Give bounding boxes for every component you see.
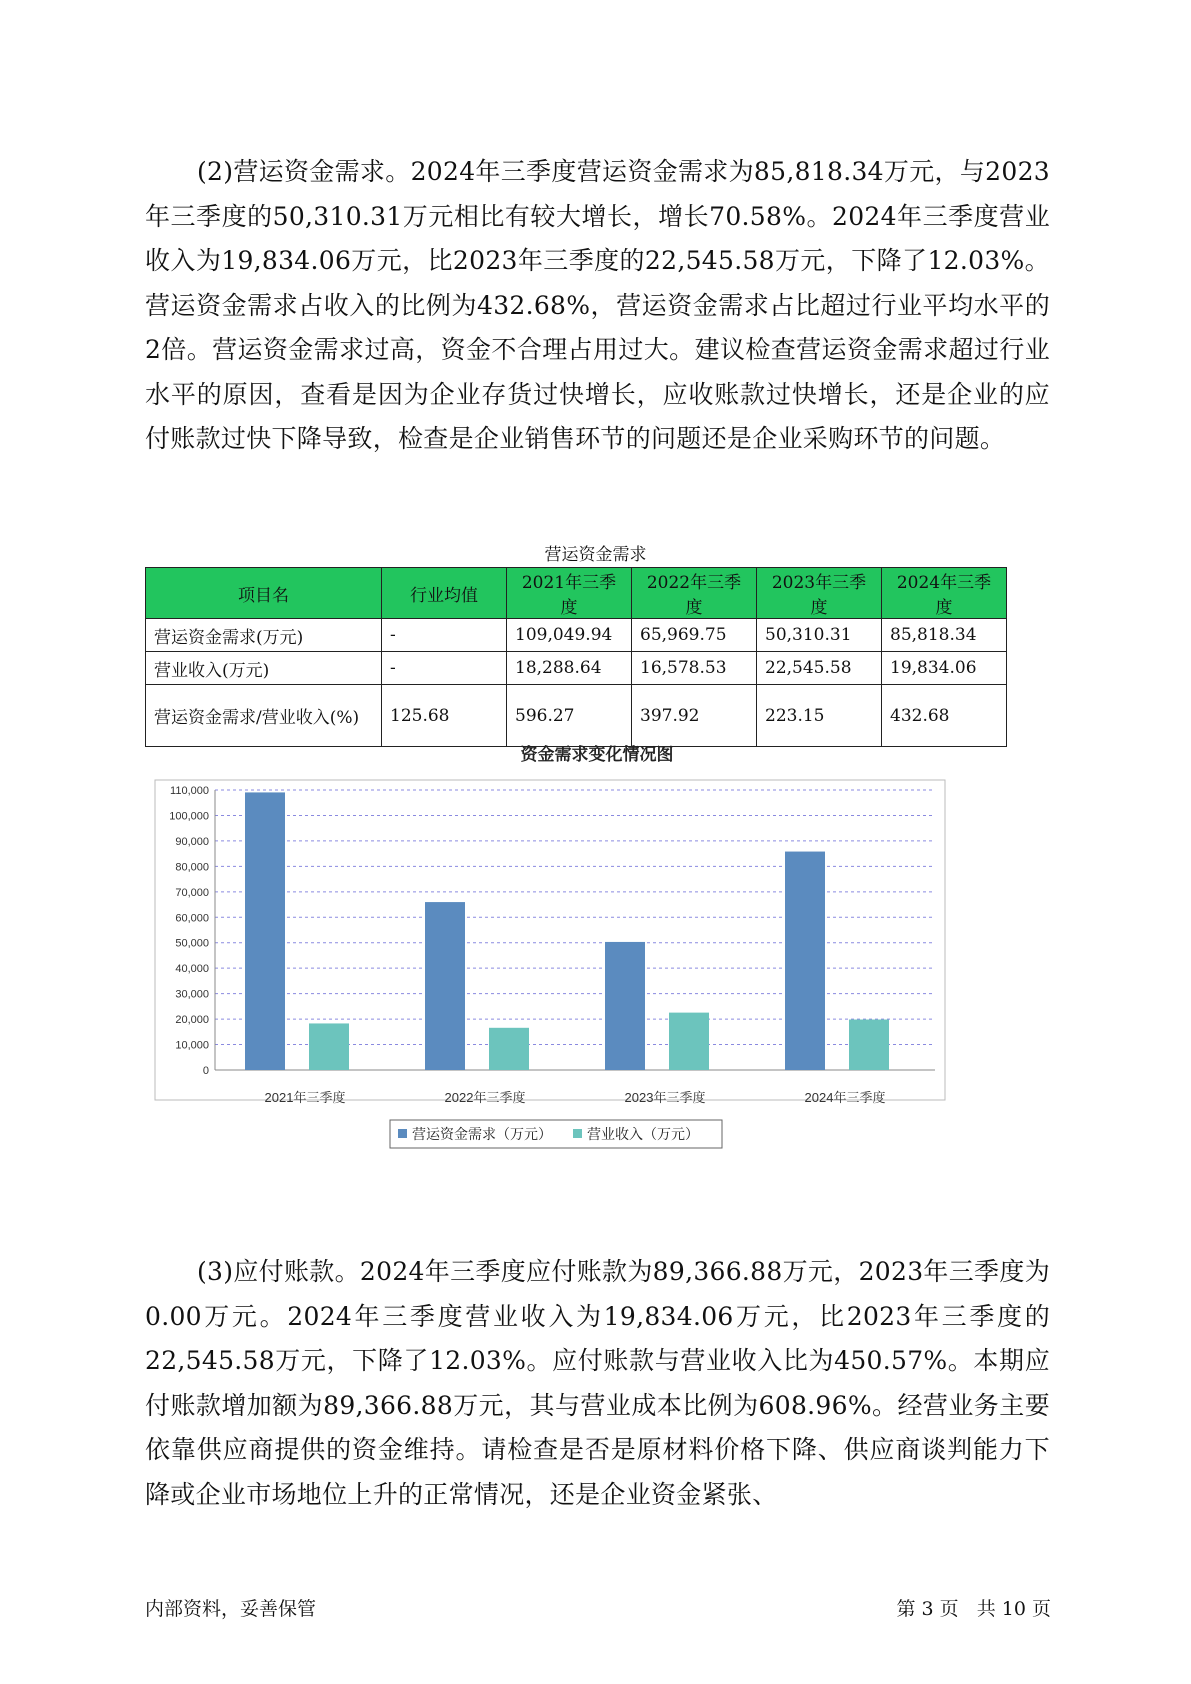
table-cell: 22,545.58 — [757, 652, 882, 685]
table-cell: 397.92 — [632, 685, 757, 747]
table-cell: 125.68 — [382, 685, 507, 747]
table-cell: 16,578.53 — [632, 652, 757, 685]
y-tick-label: 40,000 — [175, 963, 209, 976]
bar — [785, 852, 825, 1070]
legend-swatch — [398, 1129, 407, 1138]
table-header-cell: 行业均值 — [382, 568, 507, 619]
table-cell: 19,834.06 — [882, 652, 1007, 685]
y-tick-label: 30,000 — [175, 988, 209, 1001]
table-cell: 18,288.64 — [507, 652, 632, 685]
bar — [489, 1028, 529, 1070]
x-tick-label: 2023年三季度 — [624, 1090, 706, 1105]
table-cell: 596.27 — [507, 685, 632, 747]
legend-label: 营业收入（万元） — [587, 1126, 699, 1142]
table-row — [146, 685, 1007, 747]
chart-title: 资金需求变化情况图 — [520, 745, 674, 764]
bar — [425, 902, 465, 1070]
paragraph-working-capital: (2)营运资金需求。2024年三季度营运资金需求为85,818.34万元，与2023年三季度的50,310.31万元相比有较大增长，增长70.58%。2024年三季度营业收入为19,834.06万元，比2023年三季度的22,545.58万元，下降了12.03%。营运资金需求占收入的比例为432.68%，营运资金需求占比超过行业平均水平的2倍。营运资金需求过高，资金不合理占用过大。建议检查营运资金需求超过行业水平的原因，查看是因为企业存货过快增长，应收账款过快增长，还是企业的应付账款过快下降导致，检查是企业销售环节的问题还是企业采购环节的问题。 — [145, 157, 1050, 453]
table-cell: 65,969.75 — [632, 619, 757, 652]
y-tick-label: 60,000 — [175, 912, 209, 925]
table-row — [146, 652, 1007, 685]
working-capital-table — [145, 567, 1007, 747]
y-tick-label: 50,000 — [175, 937, 209, 950]
table-cell: 223.15 — [757, 685, 882, 747]
bar — [849, 1020, 889, 1070]
y-tick-label: 0 — [202, 1065, 209, 1077]
y-tick-label: 20,000 — [175, 1014, 209, 1027]
x-tick-label: 2021年三季度 — [264, 1090, 346, 1105]
table-cell: - — [382, 652, 507, 685]
y-tick-label: 110,000 — [170, 785, 209, 797]
table-cell: 85,818.34 — [882, 619, 1007, 652]
table-header-cell: 2021年三季度 — [507, 568, 632, 619]
bar — [605, 942, 645, 1070]
chart-svg — [145, 745, 1050, 1240]
table-cell: 营运资金需求/营业收入(%) — [146, 685, 382, 747]
footer-page-number: 第 3 页 共 10 页 — [896, 1598, 1051, 1620]
footer-confidential-note: 内部资料，妥善保管 — [145, 1598, 317, 1620]
paragraph-accounts-payable: (3)应付账款。2024年三季度应付账款为89,366.88万元，2023年三季度为0.00万元。2024年三季度营业收入为19,834.06万元，比2023年三季度的22,545.58万元，下降了12.03%。应付账款与营业收入比为450.57%。本期应付账款增加额为89,366.88万元，其与营业成本比例为608.96%。经营业务主要依靠供应商提供的资金维持。请检查是否是原材料价格下降、供应商谈判能力下降或企业市场地位上升的正常情况，还是企业资金紧张、 — [145, 1257, 1050, 1509]
bar — [245, 792, 285, 1070]
table-header-cell: 2023年三季度 — [757, 568, 882, 619]
table-header-cell: 2024年三季度 — [882, 568, 1007, 619]
table-cell: 营运资金需求(万元) — [146, 619, 382, 652]
x-tick-label: 2022年三季度 — [444, 1090, 526, 1105]
table-cell: 109,049.94 — [507, 619, 632, 652]
y-tick-label: 10,000 — [175, 1039, 209, 1052]
table-cell: 432.68 — [882, 685, 1007, 747]
legend-label: 营运资金需求（万元） — [412, 1126, 552, 1142]
bar — [669, 1013, 709, 1070]
table-header-cell: 2022年三季度 — [632, 568, 757, 619]
y-tick-label: 100,000 — [169, 810, 209, 823]
y-tick-label: 80,000 — [175, 861, 209, 874]
table-header-row — [146, 568, 1007, 619]
x-tick-label: 2024年三季度 — [804, 1090, 886, 1105]
table-title: 营运资金需求 — [544, 545, 647, 565]
legend-swatch — [573, 1129, 582, 1138]
bar — [309, 1023, 349, 1070]
table-cell: 50,310.31 — [757, 619, 882, 652]
table-row — [146, 619, 1007, 652]
y-tick-label: 90,000 — [175, 835, 209, 848]
table-header-cell: 项目名 — [146, 568, 382, 619]
table-cell: 营业收入(万元) — [146, 652, 382, 685]
table-cell: - — [382, 619, 507, 652]
funding-demand-chart — [145, 745, 1050, 1240]
y-tick-label: 70,000 — [175, 886, 209, 899]
